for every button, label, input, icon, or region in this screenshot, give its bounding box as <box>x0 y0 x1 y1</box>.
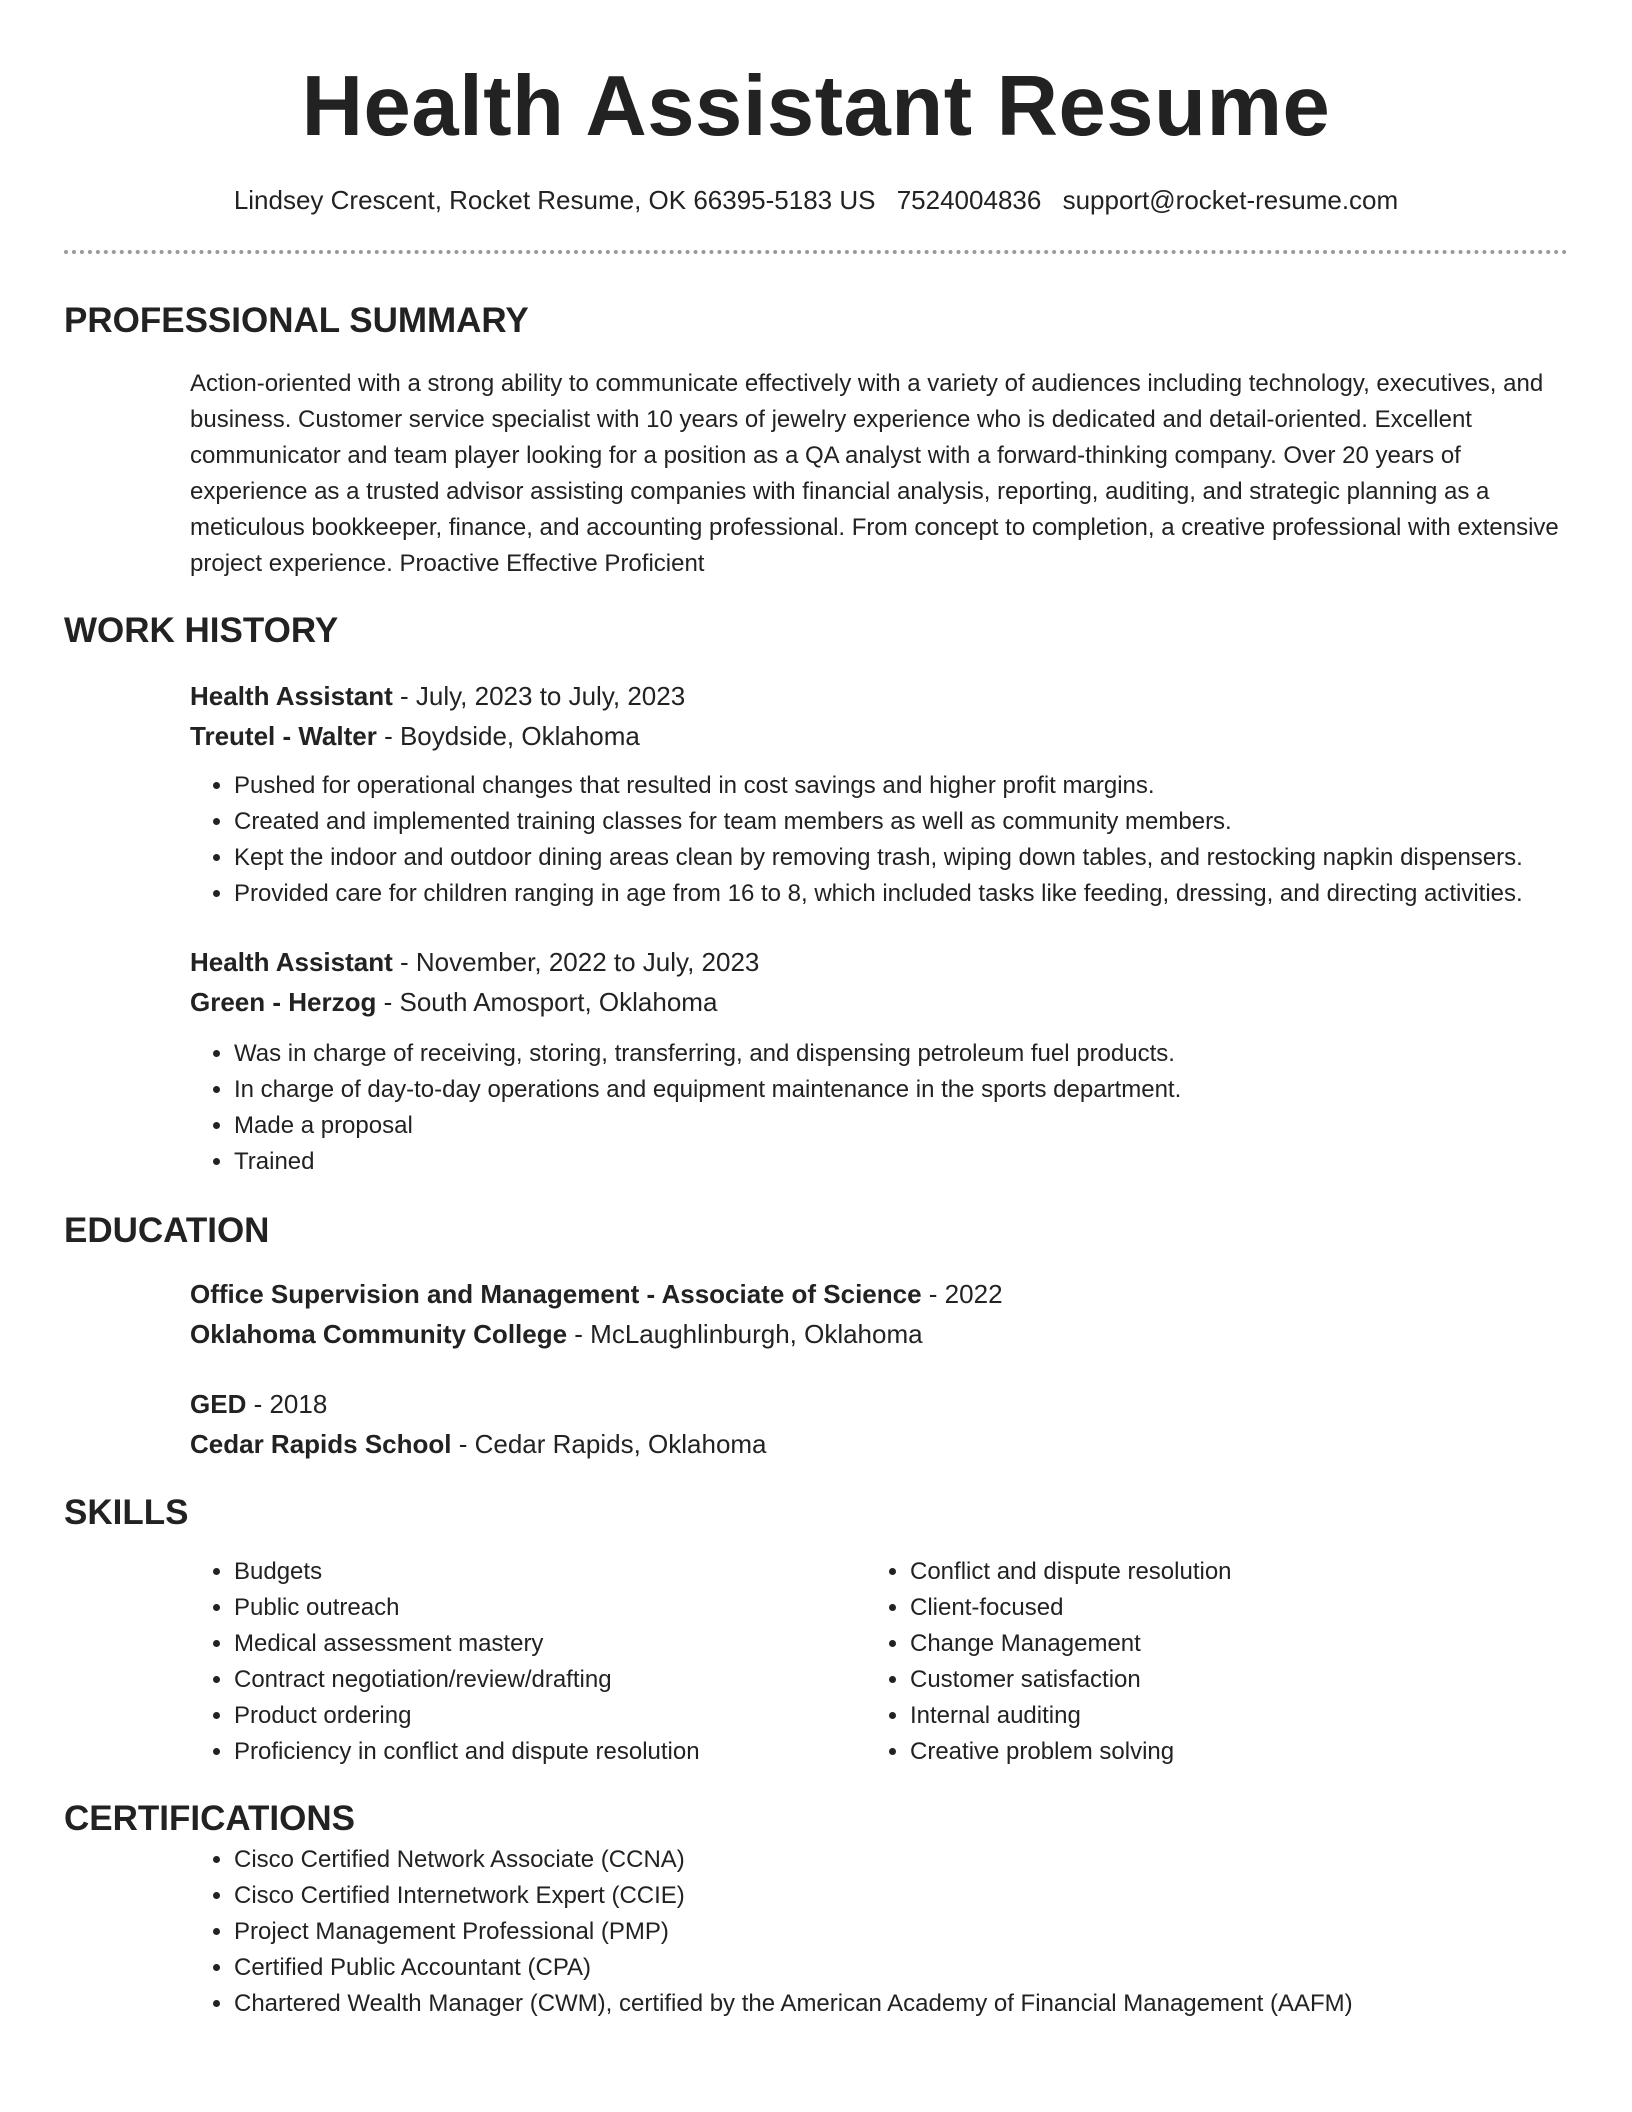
contact-phone: 7524004836 <box>896 185 1042 215</box>
list-item: • Contract negotiation/review/drafting <box>234 1662 866 1698</box>
job-dates: - July, 2023 to July, 2023 <box>392 681 686 711</box>
skills-grid <box>190 1554 1568 1770</box>
summary-text: Action-oriented with a strong ability to communicate effectively with a variety of audiences including technology, executives, and business. Customer service specialist with 10 years of jewelry experience who is dedicated and detail-oriented. Excellent communicator and team player looking for a position as a QA analyst with a forward-thinking company. Over 20 years of experience as a trusted advisor assisting companies with financial analysis, reporting, auditing, and strategic planning as a meticulous bookkeeper, finance, and accounting professional. From concept to completion, a creative professional with extensive project experience. Proactive Effective Proficient <box>190 370 1559 577</box>
list-item: • In charge of day-to-day operations and equipment maintenance in the sports department. <box>234 1072 1568 1108</box>
education-entry <box>190 1274 1568 1354</box>
certifications-section <box>64 1796 1568 2022</box>
work-history-heading: WORK HISTORY <box>64 611 339 650</box>
job-role: Health Assistant <box>190 947 393 977</box>
summary-section <box>64 298 1568 582</box>
list-item: • Trained <box>234 1144 1568 1180</box>
school-line <box>190 1424 1568 1464</box>
list-item: • Kept the indoor and outdoor dining areas clean by removing trash, wiping down tables, and restocking napkin dispensers. <box>234 840 1568 876</box>
list-item: • Client-focused <box>910 1590 1542 1626</box>
work-history-section <box>64 608 1568 1180</box>
certifications-list <box>190 1842 1568 2022</box>
skills-column-right <box>866 1554 1542 1770</box>
skills-list-right <box>866 1554 1542 1770</box>
job-dates: - November, 2022 to July, 2023 <box>392 947 760 977</box>
degree-year: - 2022 <box>921 1279 1003 1309</box>
list-item: • Created and implemented training classes for team members as well as community members. <box>234 804 1568 840</box>
education-heading: EDUCATION <box>64 1211 270 1250</box>
list-item: • Medical assessment mastery <box>234 1626 866 1662</box>
contact-line <box>64 182 1568 218</box>
job-bullets <box>190 1036 1568 1180</box>
list-item: • Certified Public Accountant (CPA) <box>234 1950 1568 1986</box>
list-item: • Made a proposal <box>234 1108 1568 1144</box>
list-item: • Cisco Certified Internetwork Expert (CCIE) <box>234 1878 1568 1914</box>
job-location: - South Amosport, Oklahoma <box>376 987 718 1017</box>
list-item: • Public outreach <box>234 1590 866 1626</box>
certifications-heading: CERTIFICATIONS <box>64 1799 356 1838</box>
list-item: • Pushed for operational changes that resulted in cost savings and higher profit margins. <box>234 768 1568 804</box>
resume-title: Health Assistant Resume <box>301 59 1331 154</box>
job-role-line <box>190 676 1568 716</box>
skills-section <box>64 1490 1568 1770</box>
school: Cedar Rapids School <box>190 1429 452 1459</box>
job-company-line <box>190 982 1568 1022</box>
contact-address: Lindsey Crescent, Rocket Resume, OK 66395-5183 US <box>233 185 876 215</box>
list-item: • Proficiency in conflict and dispute resolution <box>234 1734 866 1770</box>
school-location: - McLaughlinburgh, Oklahoma <box>567 1319 923 1349</box>
list-item: • Project Management Professional (PMP) <box>234 1914 1568 1950</box>
job-bullets <box>190 768 1568 912</box>
list-item: • Creative problem solving <box>910 1734 1542 1770</box>
school-line <box>190 1314 1568 1354</box>
job-entry <box>190 942 1568 1180</box>
list-item: • Cisco Certified Network Associate (CCNA) <box>234 1842 1568 1878</box>
job-company: Green - Herzog <box>190 987 377 1017</box>
degree-year: - 2018 <box>246 1389 328 1419</box>
education-entry <box>190 1384 1568 1464</box>
list-item: • Conflict and dispute resolution <box>910 1554 1542 1590</box>
list-item: • Product ordering <box>234 1698 866 1734</box>
resume-header <box>64 0 1568 254</box>
degree-line <box>190 1274 1568 1314</box>
skills-heading: SKILLS <box>64 1493 189 1532</box>
job-entry <box>190 676 1568 912</box>
degree: Office Supervision and Management - Associate of Science <box>190 1279 922 1309</box>
job-role: Health Assistant <box>190 681 393 711</box>
list-item: • Internal auditing <box>910 1698 1542 1734</box>
school-location: - Cedar Rapids, Oklahoma <box>451 1429 767 1459</box>
job-role-line <box>190 942 1568 982</box>
degree-line <box>190 1384 1568 1424</box>
list-item: • Change Management <box>910 1626 1542 1662</box>
list-item: • Budgets <box>234 1554 866 1590</box>
list-item: • Chartered Wealth Manager (CWM), certified by the American Academy of Financial Management (AAFM) <box>234 1986 1568 2022</box>
degree: GED <box>190 1389 247 1419</box>
job-company-line <box>190 716 1568 756</box>
list-item: • Customer satisfaction <box>910 1662 1542 1698</box>
summary-heading: PROFESSIONAL SUMMARY <box>64 301 529 340</box>
skills-list-left <box>190 1554 866 1770</box>
job-location: - Boydside, Oklahoma <box>376 721 640 751</box>
education-section <box>64 1208 1568 1464</box>
school: Oklahoma Community College <box>190 1319 568 1349</box>
list-item: • Provided care for children ranging in age from 16 to 8, which included tasks like feeding, dressing, and directing activities. <box>234 876 1568 912</box>
skills-column-left <box>190 1554 866 1770</box>
job-company: Treutel - Walter <box>190 721 377 751</box>
list-item: • Was in charge of receiving, storing, transferring, and dispensing petroleum fuel products. <box>234 1036 1568 1072</box>
contact-email: support@rocket-resume.com <box>1062 185 1399 215</box>
header-divider <box>64 250 1568 254</box>
